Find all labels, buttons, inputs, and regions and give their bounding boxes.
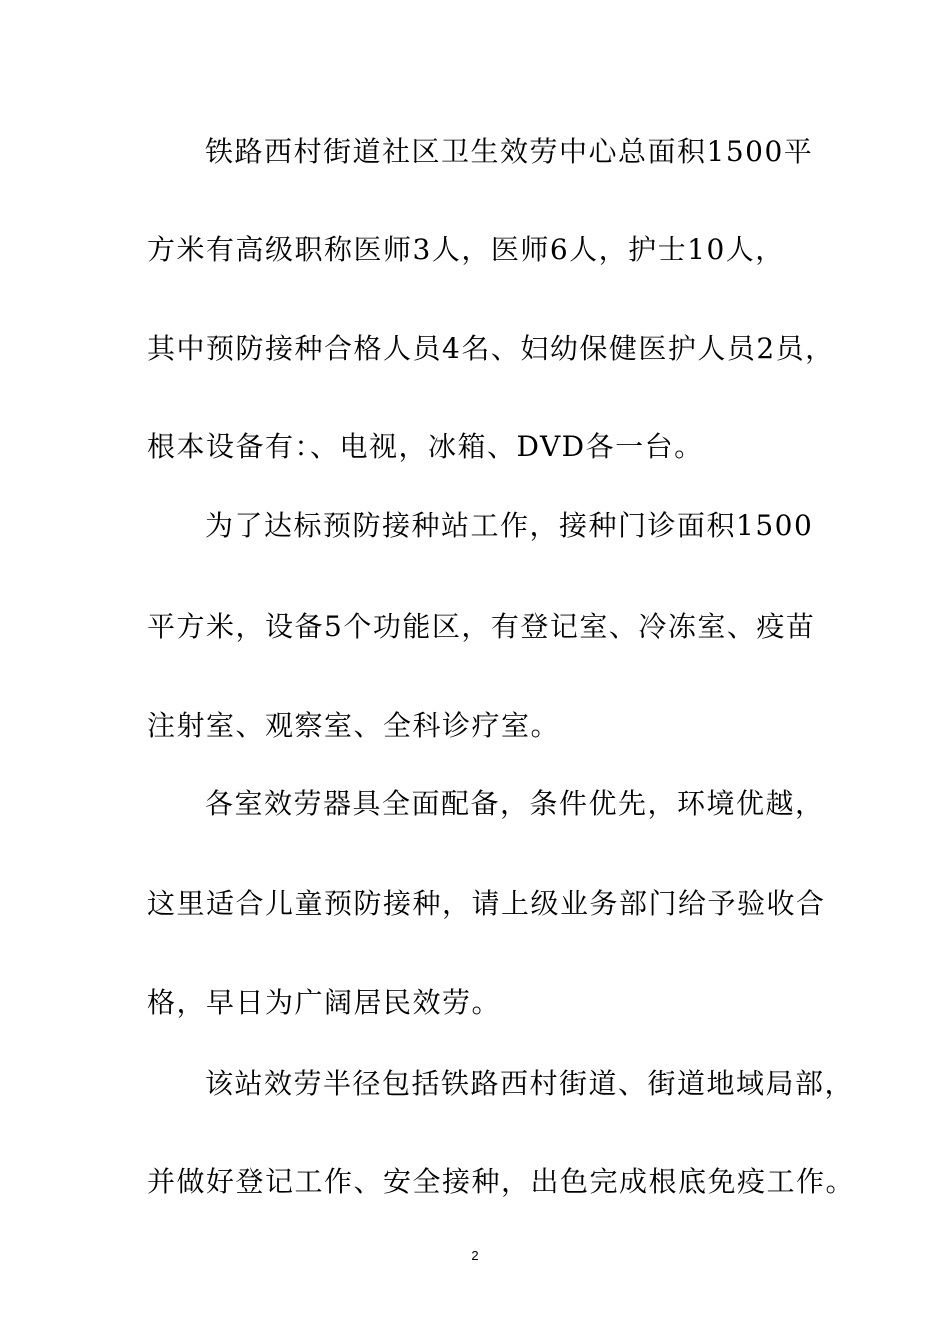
paragraph-2-line-2: 平方米，设备5个功能区，有登记室、冷冻室、疫苗 [147, 610, 816, 643]
page-number: 2 [471, 1248, 479, 1263]
paragraph-1-line-4: 根本设备有：、电视，冰箱、DVD各一台。 [147, 430, 704, 463]
paragraph-4-line-1: 该站效劳半径包括铁路西村街道、街道地域局部， [205, 1067, 855, 1100]
paragraph-2-line-1: 为了达标预防接种站工作，接种门诊面积1500 [205, 509, 814, 542]
paragraph-3-line-2: 这里适合儿童预防接种，请上级业务部门给予验收合 [147, 887, 826, 920]
paragraph-3-line-3: 格，早日为广阔居民效劳。 [147, 986, 502, 1019]
paragraph-2-line-3: 注射室、观察室、全科诊疗室。 [147, 709, 561, 742]
paragraph-1-line-3: 其中预防接种合格人员4名、妇幼保健医护人员2员， [147, 332, 835, 365]
paragraph-1-line-1: 铁路西村街道社区卫生效劳中心总面积1500平 [205, 135, 814, 168]
paragraph-1-line-2: 方米有高级职称医师3人，医师6人，护士10人， [147, 233, 785, 266]
paragraph-3-line-1: 各室效劳器具全面配备，条件优先，环境优越， [205, 787, 825, 820]
paragraph-4-line-2: 并做好登记工作、安全接种，出色完成根底免疫工作。 [147, 1165, 856, 1198]
